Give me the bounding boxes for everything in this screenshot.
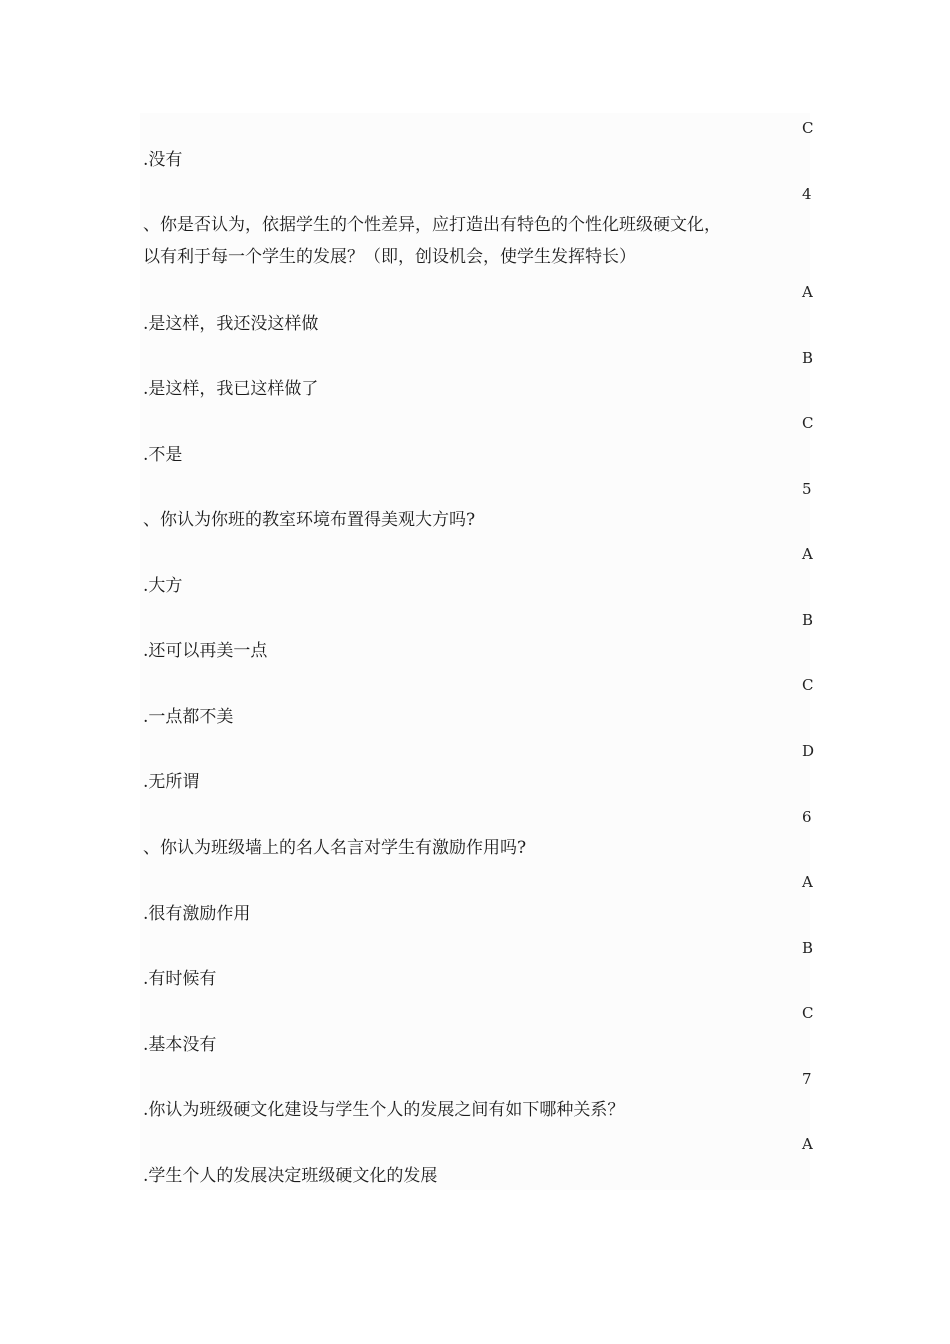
option-text: .基本没有 [143, 1035, 217, 1055]
option-text: .大方 [143, 576, 183, 596]
option-marker-a: A [802, 1135, 813, 1153]
question-text: 、你认为你班的教室环境布置得美观大方吗? [143, 510, 476, 530]
option-marker-b: B [802, 939, 814, 957]
question-text: 以有利于每一个学生的发展？（即，创设机会，使学生发挥特长） [143, 247, 636, 267]
option-text: .无所谓 [143, 772, 200, 792]
document-page [140, 113, 815, 1190]
option-text: .不是 [143, 445, 183, 465]
question-number: 4 [802, 185, 812, 203]
option-marker-a: A [802, 873, 813, 891]
option-text: .是这样，我还没这样做 [143, 314, 319, 334]
option-marker-c: C [802, 676, 814, 694]
question-number: 6 [802, 808, 812, 826]
option-marker-a: A [802, 283, 813, 301]
question-text: .你认为班级硬文化建设与学生个人的发展之间有如下哪种关系？ [143, 1100, 625, 1120]
option-marker-d: D [802, 742, 815, 760]
option-text: .是这样，我已这样做了 [143, 379, 319, 399]
option-marker-b: B [802, 611, 814, 629]
option-text: .学生个人的发展决定班级硬文化的发展 [143, 1166, 438, 1186]
question-number: 7 [802, 1070, 812, 1088]
option-text: .很有激励作用 [143, 904, 251, 924]
option-text: .有时候有 [143, 969, 217, 989]
question-text: 、你是否认为，依据学生的个性差异，应打造出有特色的个性化班级硬文化， [143, 215, 721, 235]
option-text: .一点都不美 [143, 707, 234, 727]
option-text: .没有 [143, 150, 183, 170]
option-marker-c: C [802, 414, 814, 432]
option-marker-b: B [802, 349, 814, 367]
question-number: 5 [802, 480, 812, 498]
option-marker-c: C [802, 1004, 814, 1022]
option-text: .还可以再美一点 [143, 641, 268, 661]
option-marker-a: A [802, 545, 813, 563]
question-text: 、你认为班级墙上的名人名言对学生有激励作用吗? [143, 838, 527, 858]
option-marker-c: C [802, 119, 814, 137]
